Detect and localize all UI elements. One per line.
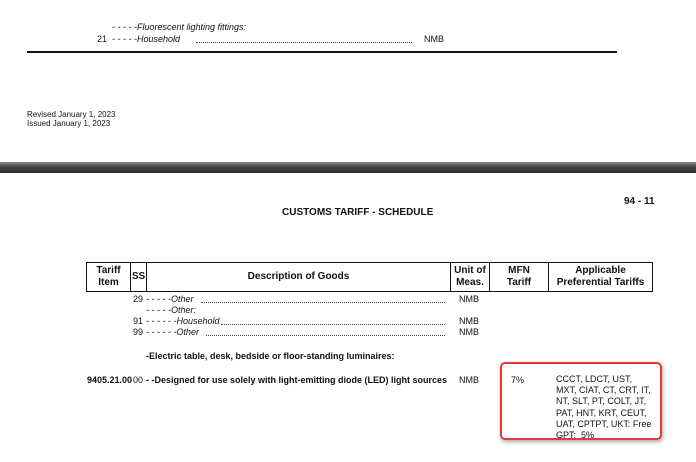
row-ss: 00	[133, 375, 144, 385]
page-number: 94 - 11	[624, 196, 655, 207]
header-right-border	[652, 262, 653, 292]
row-unit: NMB	[459, 316, 479, 326]
prev-heading-line: - - - - -Fluorescent lighting fittings:	[112, 22, 247, 32]
row-description: - -Designed for use solely with light-emitting diode (LED) light sources	[146, 375, 448, 385]
tariff-item-number: 9405.21.00	[87, 375, 133, 385]
row-ss: 91	[133, 316, 144, 326]
row-description: - - - - -Other:	[146, 305, 196, 315]
row-ss: 29	[133, 294, 144, 304]
leader-dots	[201, 302, 445, 303]
header-bottom-border	[86, 291, 653, 292]
leader-dots	[221, 324, 445, 325]
prev-item-description: - - - - -Household	[112, 34, 181, 44]
header-unit: Unit of Meas.	[454, 265, 486, 288]
preferential-tariffs: CCCT, LDCT, UST, MXT, CIAT, CT, CRT, IT, NT, SLT, PT, COLT, JT, PAT, HNT, KRT, CEUT, UAT, CPTPT, UKT: Free GPT: 5%	[556, 374, 652, 441]
header-ss: SS	[131, 271, 146, 282]
header-top-border	[86, 262, 653, 263]
row-description: - - - - -Other	[146, 294, 194, 304]
prev-item-unit: NMB	[424, 34, 444, 44]
prev-bottom-rule	[27, 51, 617, 53]
revised-date: Revised January 1, 2023	[27, 110, 116, 119]
header-description: Description of Goods	[247, 271, 350, 282]
row-unit: NMB	[459, 375, 479, 385]
prev-leader-dots	[196, 42, 412, 43]
header-preferential: Applicable Preferential Tariffs	[556, 265, 645, 288]
page-title: CUSTOMS TARIFF - SCHEDULE	[282, 207, 434, 218]
leader-dots	[206, 335, 445, 336]
header-tariff-item: Tariff Item	[96, 265, 121, 288]
prev-item-number: 21	[97, 34, 108, 44]
issued-date: Issued January 1, 2023	[27, 119, 111, 128]
row-description: - - - - - -Other	[146, 327, 199, 337]
mfn-tariff: 7%	[511, 375, 525, 385]
page-divider	[0, 162, 696, 173]
row-ss: 99	[133, 327, 144, 337]
header-mfn: MFN Tariff	[506, 265, 532, 288]
section-heading: -Electric table, desk, bedside or floor-standing luminaires:	[146, 351, 395, 361]
row-unit: NMB	[459, 294, 479, 304]
row-description: - - - - - -Household	[146, 316, 220, 326]
row-unit: NMB	[459, 327, 479, 337]
